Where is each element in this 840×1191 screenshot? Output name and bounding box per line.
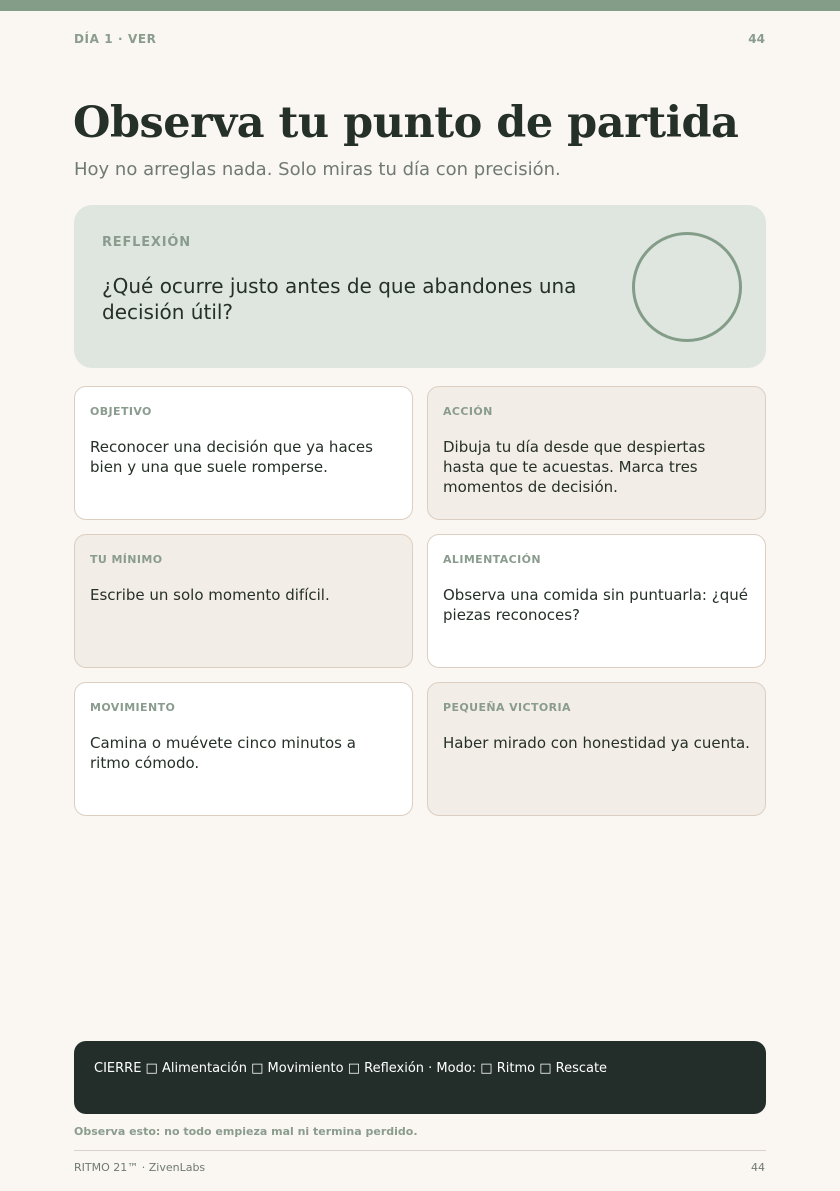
reflection-card — [74, 205, 766, 368]
top-accent-bar — [0, 0, 840, 11]
card-text: Reconocer una decisión que ya haces bien y una que suele romperse. — [90, 438, 373, 476]
card-label: PEQUEÑA VICTORIA — [443, 701, 571, 714]
page-number-top: 44 — [748, 32, 765, 46]
card-objetivo — [74, 386, 413, 520]
card-accion — [427, 386, 766, 520]
card-text: Escribe un solo momento difícil. — [90, 586, 330, 604]
closure-checklist — [74, 1041, 766, 1114]
card-pequena-victoria — [427, 682, 766, 816]
card-label: ACCIÓN — [443, 405, 493, 418]
circle-icon — [632, 232, 742, 342]
footer-brand: RITMO 21™ · ZivenLabs — [74, 1161, 206, 1174]
card-text: Haber mirado con honestidad ya cuenta. — [443, 734, 750, 752]
card-text: Dibuja tu día desde que despiertas hasta que te acuestas. Marca tres momentos de decisión. — [443, 438, 706, 496]
page-subtitle: Hoy no arreglas nada. Solo miras tu día con precisión. — [74, 159, 561, 180]
card-movimiento — [74, 682, 413, 816]
card-label: ALIMENTACIÓN — [443, 553, 541, 566]
card-label: TU MÍNIMO — [90, 553, 163, 566]
card-text: Observa una comida sin puntuarla: ¿qué piezas reconoces? — [443, 586, 748, 624]
footer-divider — [74, 1150, 766, 1151]
footer-note: Observa esto: no todo empieza mal ni termina perdido. — [74, 1125, 418, 1138]
card-text: Camina o muévete cinco minutos a ritmo cómodo. — [90, 734, 356, 772]
section-label: DÍA 1 · VER — [74, 32, 157, 46]
card-tu-minimo — [74, 534, 413, 668]
card-alimentacion — [427, 534, 766, 668]
page-number-bottom: 44 — [751, 1161, 765, 1174]
page-title: Observa tu punto de partida — [73, 98, 739, 148]
reflection-question: ¿Qué ocurre justo antes de que abandones una decisión útil? — [102, 274, 577, 324]
closure-text: CIERRE □ Alimentación □ Movimiento □ Reflexión · Modo: □ Ritmo □ Rescate — [94, 1061, 608, 1076]
card-label: MOVIMIENTO — [90, 701, 176, 714]
card-label: OBJETIVO — [90, 405, 152, 418]
reflection-label: REFLEXIÓN — [102, 235, 191, 250]
